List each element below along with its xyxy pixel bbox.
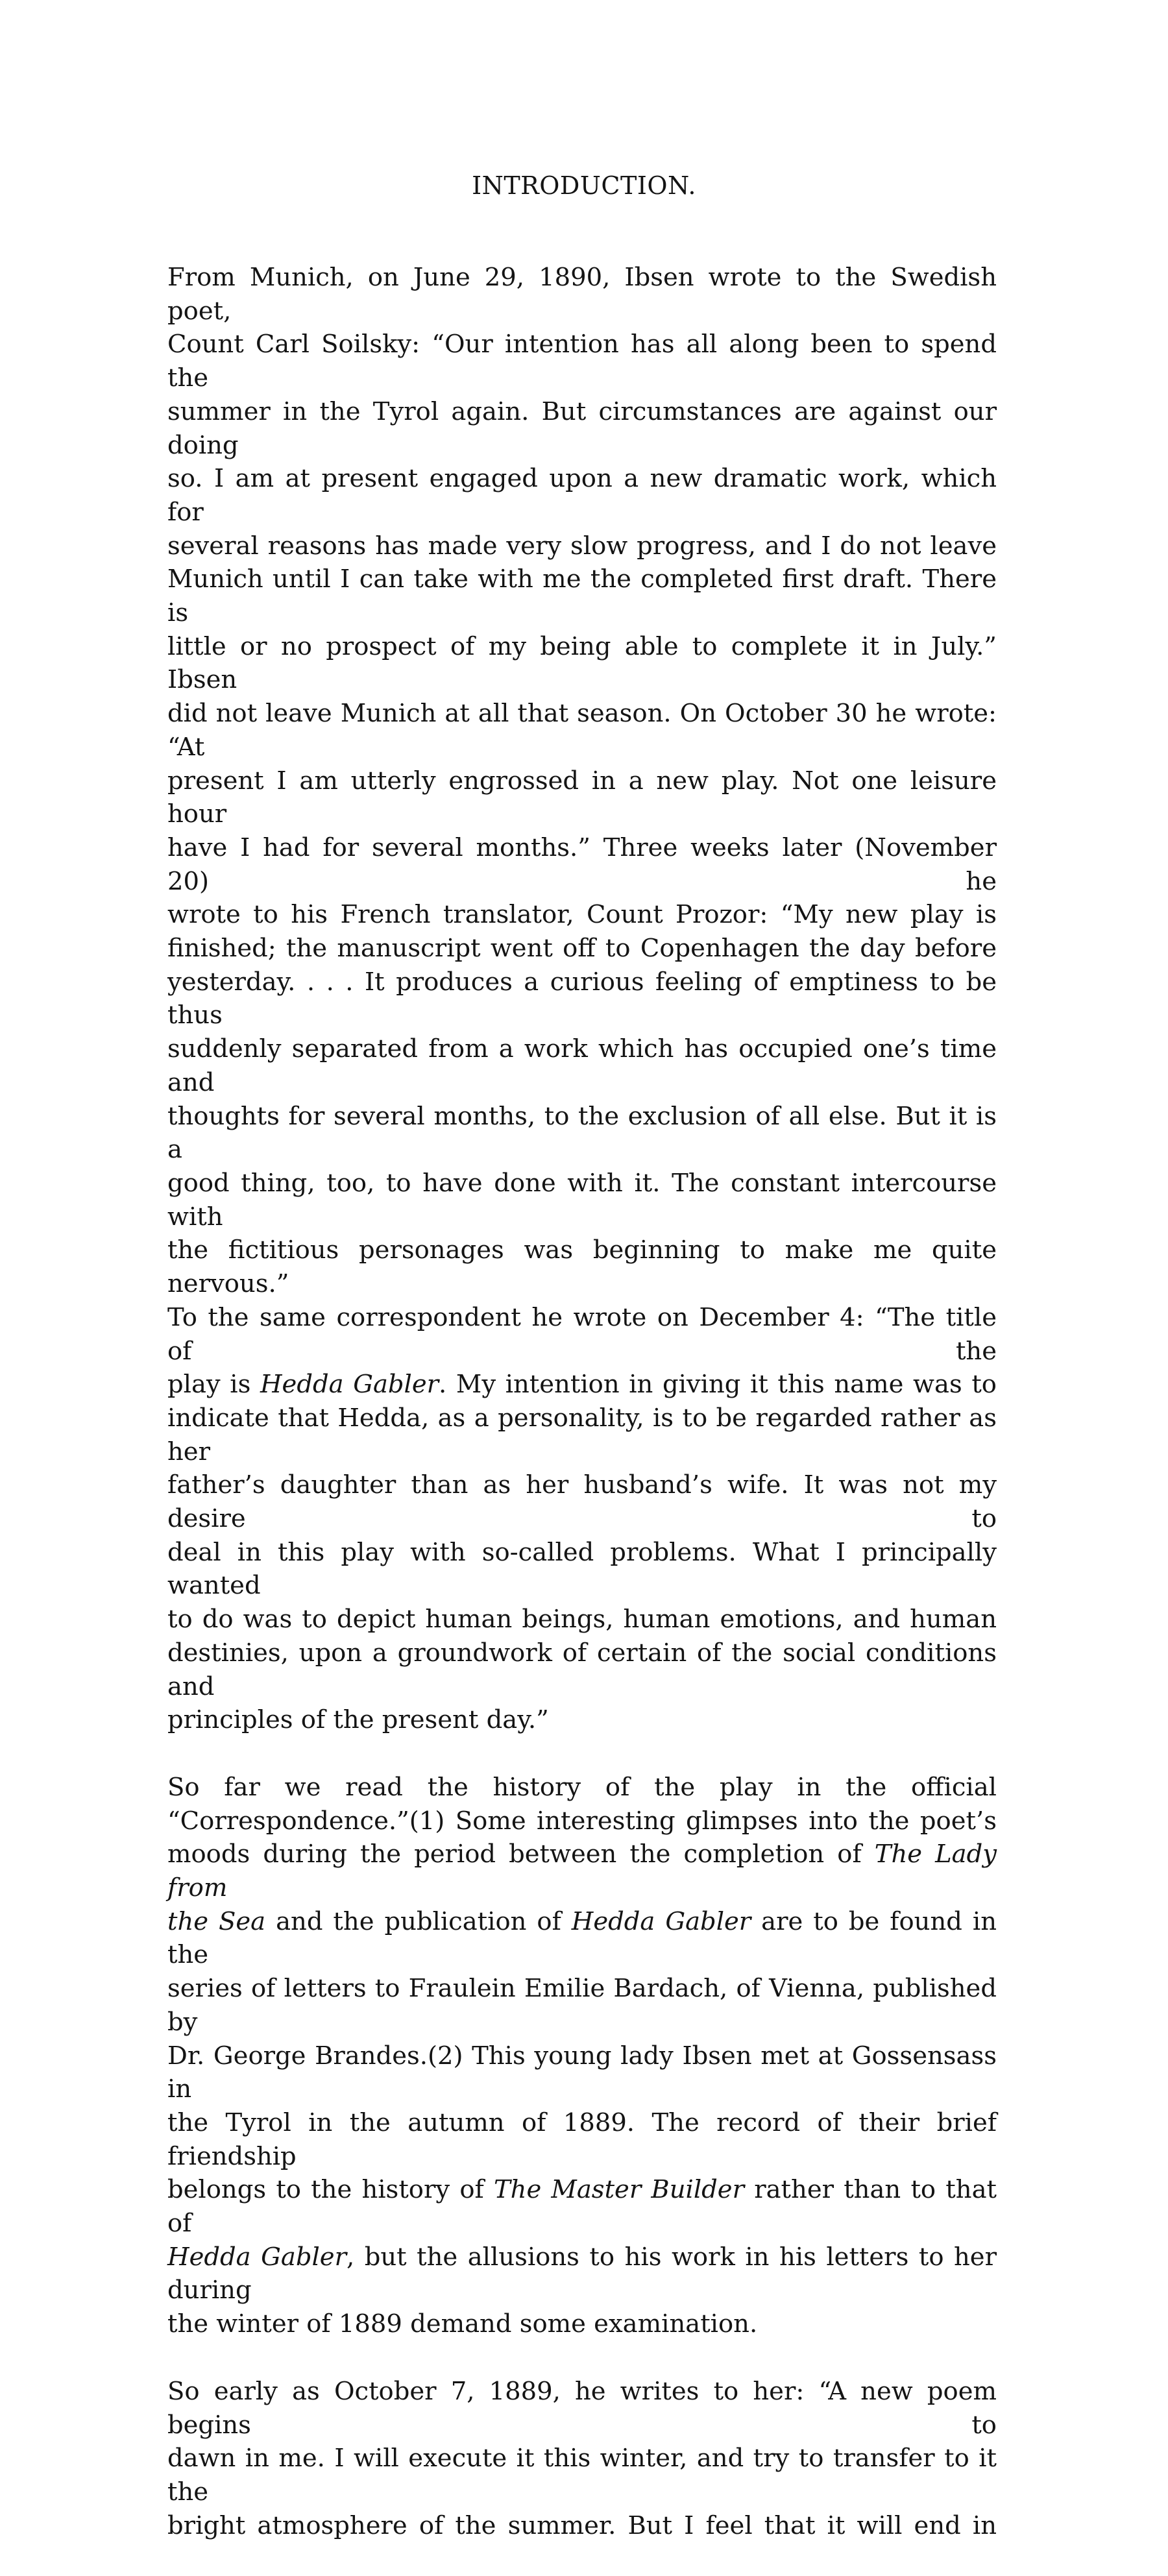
text-line	[167, 1368, 997, 1402]
text-line	[167, 1972, 997, 2039]
text-line	[167, 1468, 997, 1535]
text-run: So far we read the history of the play in the official	[167, 1772, 997, 1802]
text-run: are to be found in the	[167, 1906, 997, 1970]
text-run: the winter of 1889 demand some examination.	[167, 2309, 758, 2339]
text-run: deal in this play with so-called problems. What I principally wanted	[167, 1537, 997, 1601]
text-run: . My intention in giving it this name was to	[439, 1370, 997, 1400]
text-line	[167, 2307, 997, 2341]
text-run: Munich until I can take with me the completed first draft. There is	[167, 565, 997, 628]
text-line	[167, 2375, 997, 2442]
paragraph	[167, 2375, 997, 2543]
text-line	[167, 2039, 997, 2106]
text-line	[167, 395, 997, 462]
text-run: moods during the period between the completion of	[167, 1840, 875, 1869]
text-run: have I had for several months.” Three weeks later (November 20) he	[167, 832, 997, 896]
text-line	[167, 2241, 997, 2307]
text-line	[167, 1771, 997, 1804]
text-line	[167, 1905, 997, 1972]
text-line	[167, 1032, 997, 1099]
text-line	[167, 1402, 997, 1468]
text-run: the Tyrol in the autumn of 1889. The record of their brief friendship	[167, 2108, 997, 2171]
text-line	[167, 2509, 997, 2543]
paragraph	[167, 261, 997, 1737]
italic-title: Hedda Gabler	[260, 1370, 439, 1400]
text-run: Count Carl Soilsky: “Our intention has all along been to spend the	[167, 330, 997, 393]
italic-title: the Sea	[167, 1906, 266, 1936]
text-line	[167, 2106, 997, 2173]
text-line	[167, 1636, 997, 1703]
text-line	[167, 261, 997, 328]
text-line	[167, 1838, 997, 1904]
text-run: To the same correspondent he wrote on December 4: “The title of the	[167, 1302, 997, 1366]
text-run: “Correspondence.”(1) Some interesting glimpses into the poet’s	[167, 1806, 997, 1836]
text-line	[167, 932, 997, 966]
text-run: and the publication of	[265, 1906, 572, 1936]
text-run: bright atmosphere of the summer. But I feel that it will end in	[167, 2510, 997, 2540]
italic-title: The Lady from	[167, 1840, 997, 1903]
text-run: belongs to the history of	[167, 2175, 494, 2205]
text-run: little or no prospect of my being able to complete it in July.” Ibsen	[167, 631, 997, 695]
text-run: finished; the manuscript went off to Copenhagen the day before	[167, 934, 997, 964]
page-title: INTRODUCTION.	[472, 171, 696, 200]
text-line	[167, 462, 997, 529]
text-run: series of letters to Fraulein Emilie Bardach, of Vienna, published by	[167, 1974, 997, 2037]
text-run: play is	[167, 1370, 260, 1400]
text-run: destinies, upon a groundwork of certain of the social conditions and	[167, 1638, 997, 1701]
text-line	[167, 764, 997, 831]
italic-title: Hedda Gabler	[167, 2242, 347, 2272]
text-run: did not leave Munich at all that season. On October 30 he wrote: “At	[167, 699, 997, 762]
text-run: wrote to his French translator, Count Prozor: “My new play is	[167, 900, 997, 930]
text-run: present I am utterly engrossed in a new play. Not one leisure hour	[167, 766, 997, 829]
text-run: principles of the present day.”	[167, 1705, 549, 1735]
text-run: , but the allusions to his work in his letters to her during	[167, 2242, 997, 2305]
text-line	[167, 1301, 997, 1368]
text-run: yesterday. . . . It produces a curious feeling of emptiness to be thus	[167, 967, 997, 1030]
text-run: suddenly separated from a work which has occupied one’s time and	[167, 1034, 997, 1097]
text-line	[167, 2442, 997, 2509]
text-run: So early as October 7, 1889, he writes to her: “A new poem begins to	[167, 2376, 997, 2440]
text-run: indicate that Hedda, as a personality, is to be regarded rather as her	[167, 1403, 997, 1466]
text-run: the fictitious personages was beginning to make me quite nervous.”	[167, 1235, 997, 1299]
text-run: dawn in me. I will execute it this winter, and try to transfer to it the	[167, 2444, 997, 2507]
paragraph	[167, 1771, 997, 2341]
text-line	[167, 966, 997, 1032]
text-run: father’s daughter than as her husband’s wife. It was not my desire to	[167, 1470, 997, 1534]
text-run: thoughts for several months, to the exclusion of all else. But it is a	[167, 1101, 997, 1165]
text-line	[167, 1536, 997, 1603]
text-line	[167, 328, 997, 395]
text-line	[167, 2173, 997, 2240]
text-line	[167, 529, 997, 563]
text-line	[167, 1100, 997, 1167]
text-line	[167, 630, 997, 697]
text-line	[167, 1167, 997, 1233]
text-run: good thing, too, to have done with it. The constant intercourse with	[167, 1168, 997, 1232]
text-line	[167, 898, 997, 932]
text-run: From Munich, on June 29, 1890, Ibsen wrote to the Swedish poet,	[167, 263, 997, 326]
italic-title: The Master Builder	[493, 2175, 744, 2205]
text-run: rather than to that of	[167, 2175, 997, 2239]
text-line	[167, 1603, 997, 1636]
text-run: several reasons has made very slow progress, and I do not leave	[167, 531, 997, 561]
text-run: to do was to depict human beings, human emotions, and human	[167, 1605, 997, 1634]
text-line	[167, 1703, 997, 1737]
text-run: summer in the Tyrol again. But circumstances are against our doing	[167, 396, 997, 460]
italic-title: Hedda Gabler	[571, 1906, 751, 1936]
text-run: Dr. George Brandes.(2) This young lady Ibsen met at Gossensass in	[167, 2041, 997, 2104]
text-line	[167, 563, 997, 629]
text-line	[167, 1804, 997, 1838]
text-line	[167, 1233, 997, 1300]
text-run: so. I am at present engaged upon a new dramatic work, which for	[167, 464, 997, 527]
body-text	[167, 261, 997, 2576]
text-line	[167, 831, 997, 898]
text-line	[167, 697, 997, 764]
